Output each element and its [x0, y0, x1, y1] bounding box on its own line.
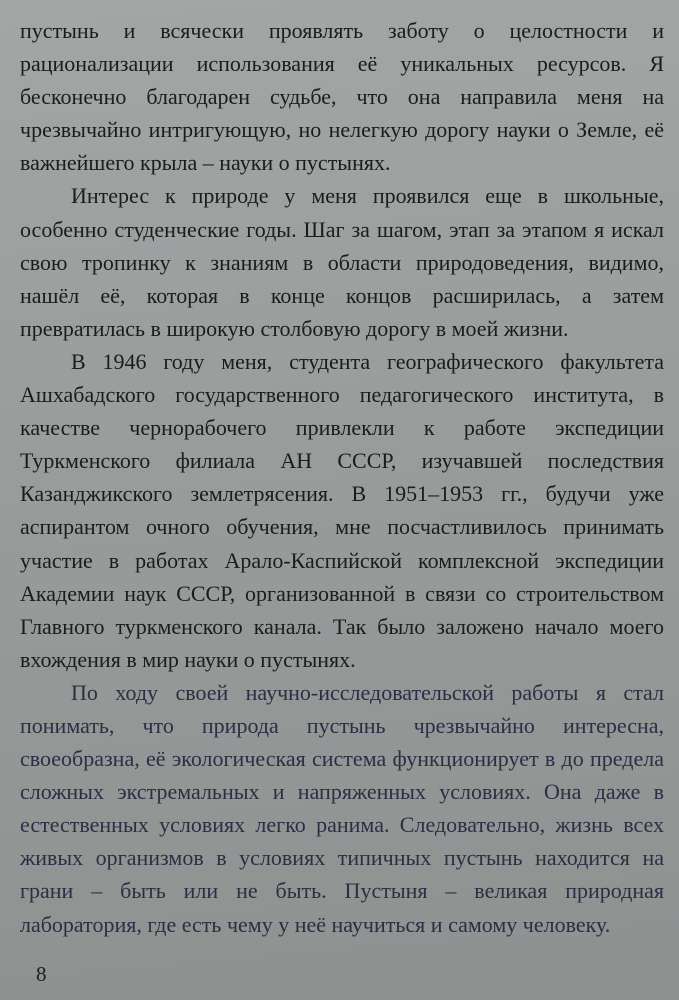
page-number: 8 — [36, 962, 47, 986]
paragraph-1: пустынь и всячески проявлять заботу о целостности и рационализации использования её уникальных ресурсов. Я бесконечно благодарен судьбе, что она направила меня на чрезвычайно интригующую, но нелегкую дорогу науки о Земле, её важнейшего крыла – науки о пустынях. — [20, 18, 664, 176]
paragraph-3: В 1946 году меня, студента географического факультета Ашхабадского государственного педагогического института, в качестве чернорабочего привлекли к работе экспедиции Туркменского филиала АН СССР, изучавшей последствия Казанджикского землетрясения. В 1951–1953 гг., будучи уже аспирантом очного обучения, мне посчастливилось принимать участие в работах Арало-Каспийской комплексной экспедиции Академии наук СССР, организованной в связи со строительством Главного туркменского канала. Так было заложено начало моего вхождения в мир науки о пустынях. — [20, 348, 664, 672]
page-body-text — [20, 14, 664, 941]
paragraph-4: По ходу своей научно-исследовательской работы я стал понимать, что природа пустынь чрезвычайно интересна, своеобразна, её экологическая система функционирует в до предела сложных экстремальных и напряженных условиях. Она даже в естественных условиях легко ранима. Следовательно, жизнь всех живых организмов в условиях типичных пустынь находится на грани – быть или не быть. Пустыня – великая природная лаборатория, где есть чему у неё научиться и самому человеку. — [20, 679, 664, 937]
paragraph-2: Интерес к природе у меня проявился еще в школьные, особенно студенческие годы. Шаг за шагом, этап за этапом я искал свою тропинку к знаниям в области природоведения, видимо, нашёл её, которая в конце концов расширилась, а затем превратилась в широкую столбовую дорогу в моей жизни. — [20, 183, 664, 341]
